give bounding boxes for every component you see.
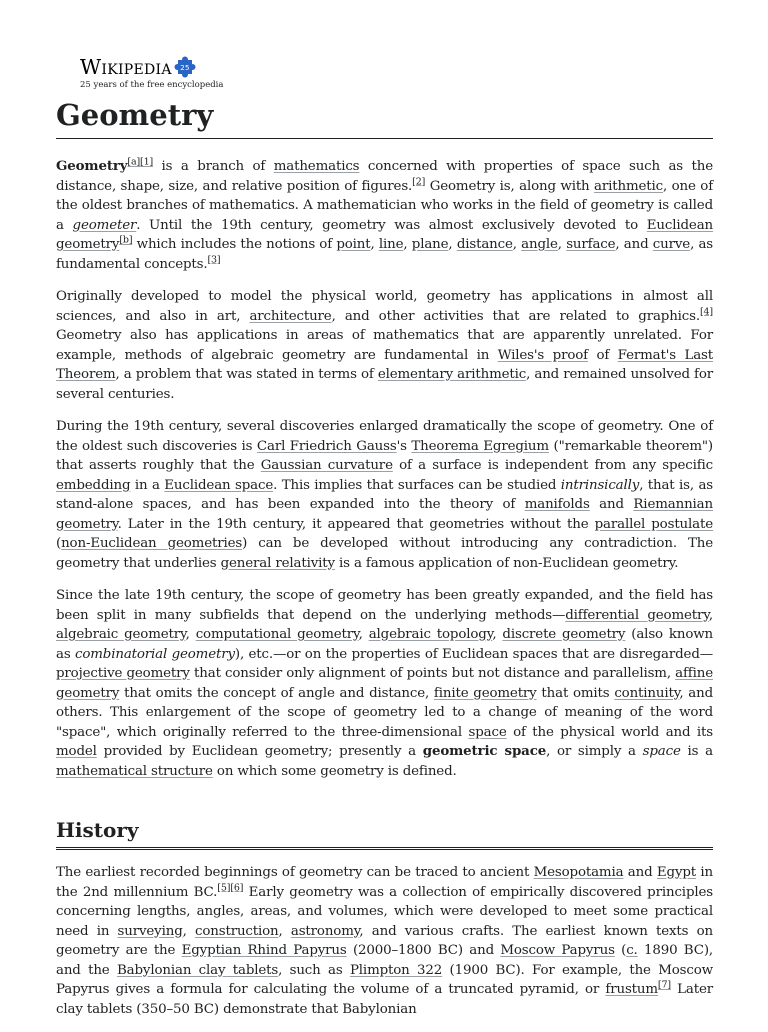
italic-term: intrinsically	[560, 477, 640, 493]
text: , such as	[278, 962, 350, 978]
text: Since the late 19th century, the scope of geometry has been greatly expanded, and the field has been split in many subfields that depend on the underlying methods—	[56, 588, 713, 623]
text: . Until the 19th century, geometry was almost exclusively devoted to	[136, 217, 647, 233]
link-distance[interactable]: distance	[456, 237, 513, 252]
text: ("remarkable theorem") that asserts roughly that the	[56, 438, 713, 473]
bold-term: Geometry	[56, 158, 128, 174]
link-babylonian-clay-tablets[interactable]: Babylonian clay tablets	[116, 962, 279, 978]
link-finite-geometry[interactable]: finite geometry	[433, 685, 537, 701]
puzzle-globe-icon	[174, 56, 196, 78]
ref-link[interactable]: [6]	[230, 882, 244, 894]
text: Originally developed to model the physical world, geometry has applications in almost all sciences, and also in art,	[56, 289, 713, 324]
paragraph-history	[56, 863, 713, 1019]
text: ,	[448, 237, 457, 252]
link-model[interactable]: model	[56, 744, 97, 759]
link-parallel-postulate[interactable]: parallel postulate	[594, 516, 713, 532]
wikipedia-logo[interactable]	[80, 55, 223, 90]
link-angle[interactable]: angle	[521, 237, 558, 252]
link-fermats-last-theorem[interactable]: Fermat's Last Theorem	[56, 347, 713, 382]
text: which includes the notions of	[132, 237, 337, 252]
text: . Later in the 19th century, it appeared that geometries without the	[117, 516, 595, 532]
link-non-euclidean-geometries[interactable]: non-Euclidean geometries	[61, 536, 243, 551]
text: of a surface is independent from any specific	[392, 458, 713, 473]
text: ,	[403, 237, 412, 252]
ref-link[interactable]: [1]	[140, 156, 154, 168]
text: ,	[492, 627, 503, 642]
text: is a famous application of non-Euclidean geometry.	[334, 555, 679, 571]
link-point[interactable]: point	[336, 237, 371, 252]
text: , one of the oldest branches of mathematics. A mathematician who works in the field of geometry is called a	[56, 178, 714, 233]
text: 's	[396, 438, 412, 454]
ref-note	[119, 235, 132, 246]
text: ,	[708, 607, 713, 623]
text: (also known as	[56, 627, 714, 662]
text: (	[614, 943, 627, 958]
text: , as fundamental concepts.	[56, 237, 713, 272]
text: of the physical world and its	[506, 724, 713, 740]
ref-link[interactable]: [7]	[657, 979, 671, 991]
text: ,	[185, 627, 196, 642]
link-geometer[interactable]: geometer	[72, 217, 137, 233]
link-mathematics[interactable]: mathematics	[273, 159, 360, 174]
link-astronomy[interactable]: astronomy	[290, 923, 360, 939]
link-mathematical-structure[interactable]: mathematical structure	[56, 763, 213, 779]
link-elementary-arithmetic[interactable]: elementary arithmetic	[377, 367, 527, 382]
text: ,	[278, 923, 291, 939]
text: , and others. This enlargement of the scope of geometry led to a change of meaning of the word "space", which originally referred to the three-dimensional	[56, 685, 713, 740]
link-gauss[interactable]: Carl Friedrich Gauss	[256, 438, 397, 454]
text: provided by Euclidean geometry; presently a	[96, 744, 423, 759]
text: is a branch of	[153, 159, 274, 174]
link-euclidean-space[interactable]: Euclidean space	[164, 477, 274, 493]
ref-note	[658, 980, 671, 991]
paragraph-intro	[56, 157, 713, 274]
link-wiles-proof[interactable]: Wiles's proof	[497, 347, 588, 363]
text: and	[589, 497, 634, 512]
text: of	[587, 347, 618, 363]
text: that omits	[536, 685, 615, 701]
link-algebraic-topology[interactable]: algebraic topology	[368, 627, 493, 642]
text: (2000–1800 BC) and	[346, 943, 501, 958]
link-discrete-geometry[interactable]: discrete geometry	[502, 627, 626, 642]
ref-note	[217, 882, 230, 893]
text: ,	[557, 237, 567, 252]
ref-link[interactable]: [2]	[412, 176, 426, 188]
link-differential-geometry[interactable]: differential geometry	[565, 607, 709, 623]
wordmark-text: Wikipedia	[80, 55, 172, 79]
text: 1890 BC), and the	[56, 943, 714, 978]
text: , or simply a	[546, 744, 643, 759]
link-circa[interactable]: c.	[626, 943, 638, 958]
text: (1900 BC). For example, the Moscow Papyrus gives a formula for calculating the volume of a truncated pyramid, or	[56, 962, 713, 997]
link-space[interactable]: space	[468, 724, 507, 740]
text: and	[623, 865, 657, 880]
text: ) can be developed without introducing any contradiction. The geometry that underlies	[56, 536, 713, 571]
link-plane[interactable]: plane	[411, 237, 449, 252]
link-moscow-papyrus[interactable]: Moscow Papyrus	[500, 943, 615, 958]
italic-term: space	[642, 744, 681, 759]
text: is a	[680, 744, 714, 759]
ref-note	[700, 306, 713, 317]
link-computational-geometry[interactable]: computational geometry	[195, 627, 359, 642]
text: that consider only alignment of points but not distance and parallelism,	[189, 666, 676, 681]
link-arithmetic[interactable]: arithmetic	[594, 178, 664, 194]
text: on which some geometry is defined.	[212, 763, 457, 779]
link-euclidean-geometry[interactable]: Euclidean geometry	[56, 217, 713, 252]
ref-note	[230, 882, 243, 893]
link-mesopotamia[interactable]: Mesopotamia	[533, 865, 624, 880]
text: Geometry is, along with	[425, 178, 595, 194]
text: Early geometry was a collection of empirically discovered principles concerning lengths, angles, areas, and volumes, which were developed to meet some practical need in	[56, 884, 713, 939]
ref-note	[412, 176, 425, 187]
text: in the 2nd millennium BC.	[56, 865, 713, 900]
section-heading-history: History	[56, 817, 713, 850]
paragraph-applications	[56, 287, 713, 404]
text: , and other activities that are related to graphics.	[331, 308, 700, 324]
link-rhind-papyrus[interactable]: Egyptian Rhind Papyrus	[181, 943, 347, 958]
bold-term: geometric space	[422, 743, 547, 759]
text: During the 19th century, several discoveries enlarged dramatically the scope of geometry. One of the oldest such discoveries is	[56, 419, 713, 454]
link-projective-geometry[interactable]: projective geometry	[56, 666, 190, 681]
link-manifolds[interactable]: manifolds	[524, 497, 590, 512]
article-body	[56, 96, 713, 1032]
link-surface[interactable]: surface	[566, 237, 616, 252]
paragraph-subfields	[56, 586, 713, 781]
text: ,	[512, 237, 522, 252]
text: The earliest recorded beginnings of geometry can be traced to ancient	[56, 865, 534, 880]
link-riemannian-geometry[interactable]: Riemannian geometry	[56, 497, 713, 532]
text: , and remained unsolved for several centuries.	[56, 367, 713, 402]
ref-note	[140, 157, 153, 168]
ref-link[interactable]: [4]	[699, 306, 713, 318]
ref-link[interactable]: [b]	[119, 234, 133, 246]
text: , a problem that was stated in terms of	[115, 367, 378, 382]
text: ), etc.—or on the properties of Euclidean spaces that are disregarded—	[234, 646, 713, 662]
logo-wordmark[interactable]	[80, 55, 223, 79]
link-theorema-egregium[interactable]: Theorema Egregium	[411, 438, 549, 454]
text: concerned with properties of space such as the distance, shape, size, and relative position of figures.	[56, 159, 713, 194]
link-surveying[interactable]: surveying	[117, 923, 183, 939]
ref-link[interactable]: [5]	[217, 882, 231, 894]
link-plimpton-322[interactable]: Plimpton 322	[349, 962, 443, 978]
link-curve[interactable]: curve	[652, 237, 691, 252]
text: (	[56, 536, 62, 551]
ref-note	[207, 254, 220, 265]
link-general-relativity[interactable]: general relativity	[220, 555, 335, 571]
ref-note	[127, 157, 140, 168]
text: , and various crafts. The earliest known texts on geometry are the	[56, 923, 714, 958]
text: that omits the concept of angle and distance,	[119, 685, 434, 701]
paragraph-19th-century	[56, 417, 713, 573]
text: Geometry also has applications in areas of mathematics that are apparently unrelated. For example, methods of algebraic geometry are fundamental in	[56, 328, 713, 363]
text: . This implies that surfaces can be studied	[273, 477, 561, 493]
text: Later clay tablets (350–50 BC) demonstrate that Babylonian	[56, 982, 713, 1017]
link-embedding[interactable]: embedding	[56, 477, 131, 493]
link-continuity[interactable]: continuity	[614, 685, 680, 701]
link-gaussian-curvature[interactable]: Gaussian curvature	[260, 458, 393, 473]
ref-link[interactable]: [a]	[127, 156, 141, 168]
text: , that is, as stand-alone spaces, and has been expanded into the theory of	[56, 477, 714, 512]
page-title: Geometry	[56, 96, 713, 139]
link-affine-geometry[interactable]: affine geometry	[56, 666, 713, 701]
text: , and	[615, 237, 653, 252]
text: ,	[358, 627, 369, 642]
link-line[interactable]: line	[378, 237, 404, 252]
text: ,	[370, 237, 379, 252]
link-frustum[interactable]: frustum	[605, 982, 658, 997]
logo-tagline: 25 years of the free encyclopedia	[80, 80, 224, 90]
ref-link[interactable]: [3]	[207, 254, 221, 266]
link-construction[interactable]: construction	[195, 923, 279, 939]
text: in a	[130, 477, 165, 493]
puzzle-badge: 25	[180, 64, 190, 72]
italic-term: combinatorial geometry	[74, 646, 235, 662]
link-algebraic-geometry[interactable]: algebraic geometry	[56, 627, 186, 642]
link-egypt[interactable]: Egypt	[656, 865, 697, 880]
link-architecture[interactable]: architecture	[249, 308, 332, 324]
text: ,	[182, 923, 195, 939]
